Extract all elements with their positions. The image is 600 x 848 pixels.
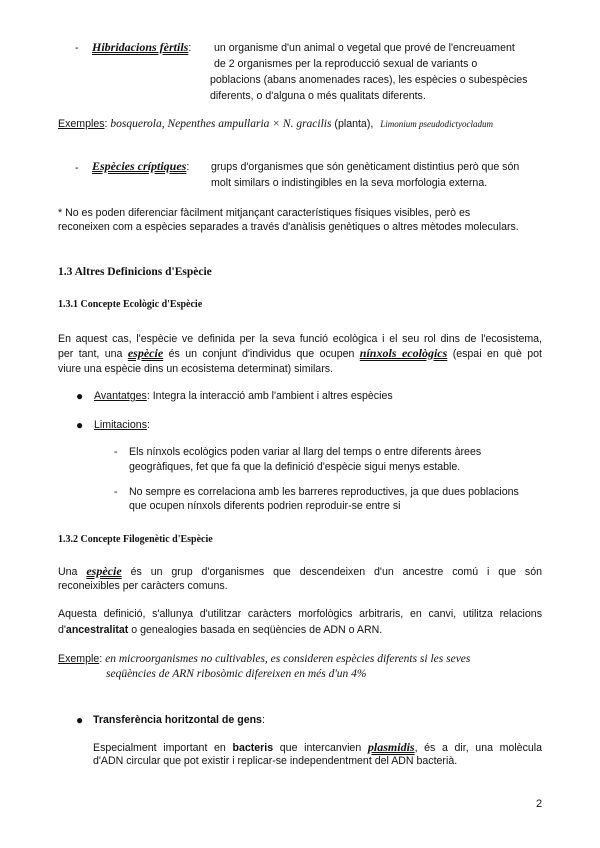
filo-p2-line-2 xyxy=(58,624,382,636)
transfer-line-2: d'ADN circular que pot existir i replicar-se independentment del ADN bacterià. xyxy=(93,755,458,767)
section-heading-1-3-1: 1.3.1 Concepte Ecològic d'Espècie xyxy=(58,299,203,310)
limitacio-1-line-2: geogràfiques, fet que fa que la definició d'espècie sigui menys estable. xyxy=(129,461,461,473)
colon: : xyxy=(147,419,150,431)
list-dash: - xyxy=(114,446,118,458)
section-heading-1-3: 1.3 Altres Definicions d'Espècie xyxy=(58,266,212,278)
term-especies-criptiques: Espècies críptiques xyxy=(92,159,187,173)
list-dash: - xyxy=(114,486,118,498)
term-especie: espècie xyxy=(127,346,164,360)
limitacions-heading xyxy=(94,419,150,431)
avantatges-line xyxy=(94,390,393,402)
colon: : xyxy=(261,714,265,726)
limitacio-2-line-1: No sempre es correlaciona amb les barreres reproductives, ja que dues poblacions xyxy=(129,486,519,498)
colon: : xyxy=(146,390,150,402)
note-line-2: reconeixen com a espècies separades a través d'anàlisis genètiques o altres mètodes moleculars. xyxy=(58,221,519,233)
exemples-plain: (planta), xyxy=(334,118,374,130)
eco-text: (espai en què pot xyxy=(452,348,542,360)
term-plasmidis: plasmidis xyxy=(367,740,415,754)
limitacions-label: Limitacions xyxy=(94,419,147,431)
transfer-line-1 xyxy=(93,740,542,755)
transfer-heading xyxy=(93,714,265,726)
page-number: 2 xyxy=(536,798,543,810)
colon: : xyxy=(104,118,108,130)
avantatges-text: Integra la interacció amb l'ambient i altres espècies xyxy=(152,390,393,402)
exemples-label: Exemples xyxy=(58,118,105,130)
filo-p1-line-2: reconeixibles per caràcters comuns. xyxy=(58,580,228,592)
avantatges-label: Avantatges xyxy=(94,390,147,402)
eco-text: per tant, una xyxy=(58,348,123,360)
exemple-text-1: en microorganismes no cultivables, es consideren espècies diferents si les seves xyxy=(105,653,471,665)
section-heading-1-3-2: 1.3.2 Concepte Filogenètic d'Espècie xyxy=(58,534,213,545)
transfer-text: Especialment important en xyxy=(93,742,226,754)
eco-text: és un conjunt d'individus que ocupen xyxy=(168,348,355,360)
colon: : xyxy=(99,653,103,665)
term-ninxols-ecologics: nínxols ecològics xyxy=(359,346,448,360)
criptiques-line-1: grups d'organismes que són genèticament distintius però que són xyxy=(211,161,520,173)
eco-line-3: viure una espècie dins un ecosistema determinat) similars. xyxy=(58,363,333,375)
filo-text: o genealogies basada en seqüències de ADN o ARN. xyxy=(131,624,383,636)
filo-text: d' xyxy=(58,624,66,636)
bullet: ● xyxy=(76,418,84,432)
eco-line-2 xyxy=(58,346,542,361)
exemples-small-italic: Limonium pseudodictyocladum xyxy=(380,119,493,129)
hibridacions-line-3: poblacions (abans anomenades races), les espècies o subespècies xyxy=(210,74,528,86)
transfer-title: Transferència horitzontal de gens xyxy=(93,714,262,726)
colon: : xyxy=(188,42,192,54)
limitacio-1-line-1: Els nínxols ecològics poden variar al llarg del temps o entre diferents àrees xyxy=(129,446,482,458)
note-line-1: * No es poden diferenciar fàcilment mitjançant característiques físiques visibles, però es xyxy=(58,207,471,219)
exemples-line xyxy=(58,118,493,130)
hibridacions-line-1: un organisme d'un animal o vegetal que prové de l'encreuament xyxy=(214,42,515,54)
filo-text: és un grup d'organismes que descendeixen d'un ancestre comú i que són xyxy=(130,566,542,578)
hibridacions-line-4: diferents, o d'alguna o més qualitats diferents. xyxy=(210,90,426,102)
criptiques-line-2: molt similars o indistingibles en la seva morfologia externa. xyxy=(211,177,488,189)
bullet: ● xyxy=(76,713,84,727)
filo-text: Una xyxy=(58,566,78,578)
term-hibridacions-fertils: Hibridacions fèrtils xyxy=(92,40,189,54)
bold-bacteris: bacteris xyxy=(232,742,274,754)
colon: : xyxy=(186,161,190,173)
limitacio-2-line-2: que ocupen nínxols diferents podrien reproduir-se entre si xyxy=(129,500,401,512)
filo-p1-line-1 xyxy=(58,564,542,579)
bullet: ● xyxy=(76,389,84,403)
eco-line-1: En aquest cas, l'espècie ve definida per la seva funció ecològica i el seu rol dins de l'ecosistema, xyxy=(58,333,542,345)
filo-p2-line-1: Aquesta definició, s'allunya d'utilitzar caràcters morfològics arbitraris, en canvi, utilitza relacions xyxy=(58,608,542,620)
exemple-text-2: seqüències de ARN ribosòmic difereixen en més d'un 4% xyxy=(106,668,367,680)
list-dash: - xyxy=(75,42,79,54)
exemple-label: Exemple xyxy=(58,653,100,665)
term-especie: espècie xyxy=(86,564,122,578)
list-dash: - xyxy=(75,162,79,174)
bold-ancestralitat: ancestralitat xyxy=(65,624,129,636)
exemple-line-1 xyxy=(58,653,470,665)
transfer-text: , és a dir, una molècula xyxy=(414,742,543,754)
hibridacions-line-2: de 2 organismes per la reproducció sexual de variants o xyxy=(214,58,478,70)
exemples-italic: bosquerola, Nepenthes ampullaria × N. gracilis xyxy=(110,118,332,130)
transfer-text: que intercanvien xyxy=(279,742,362,754)
